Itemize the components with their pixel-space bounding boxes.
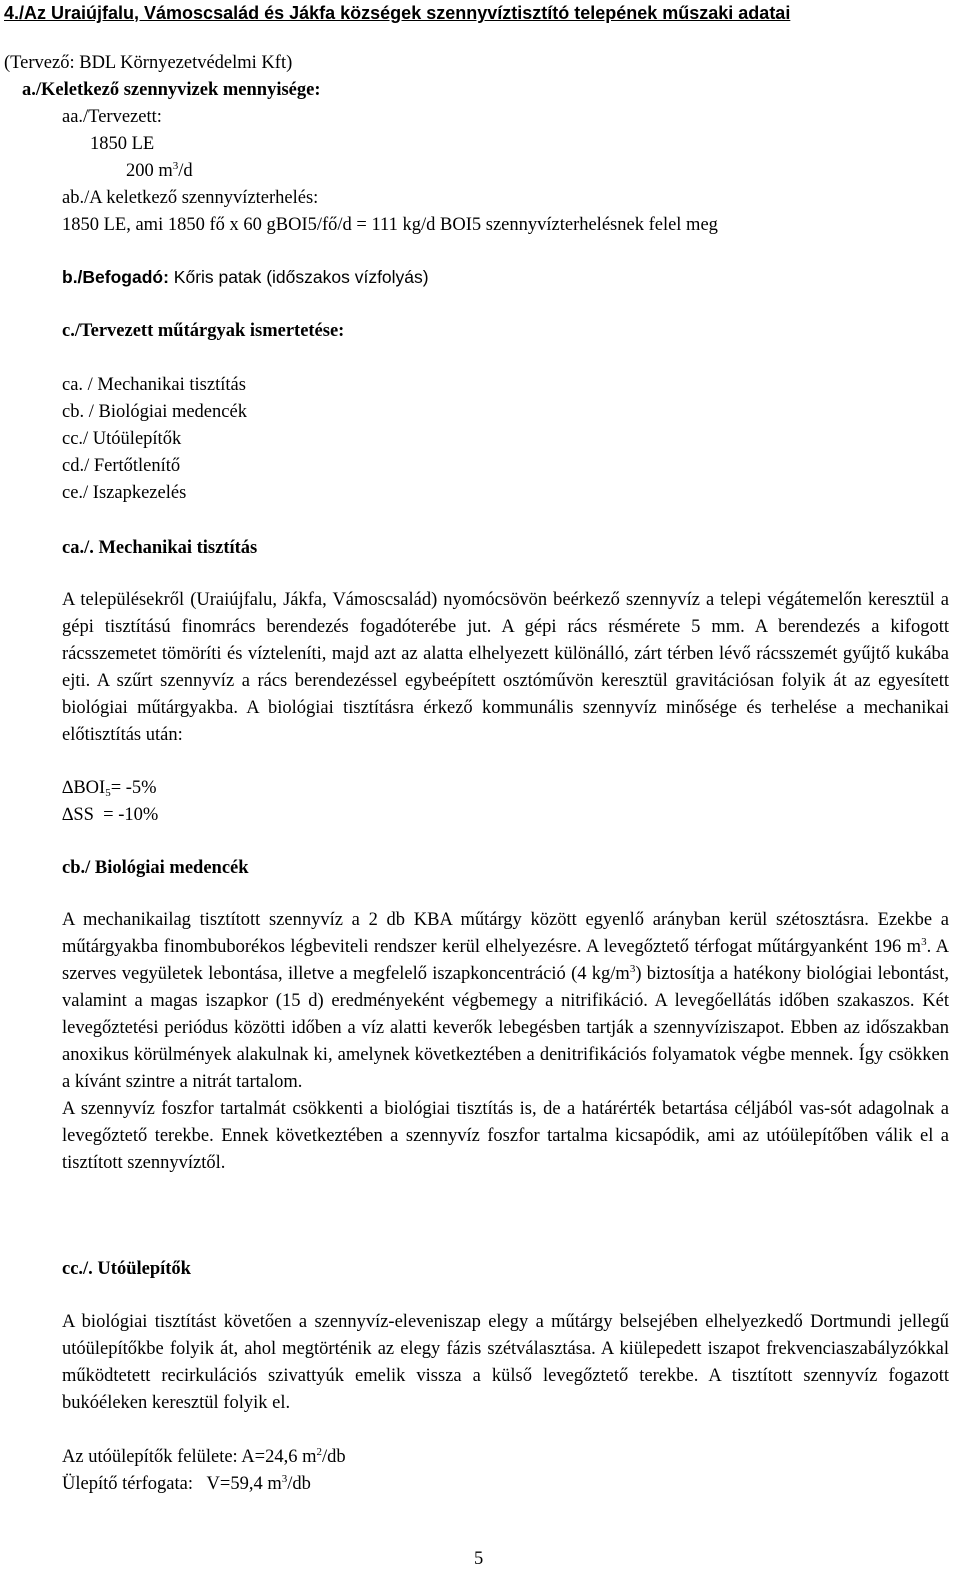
designer-line: (Tervező: BDL Környezetvédelmi Kft)	[4, 53, 293, 73]
ab-label: ab./A keletkező szennyvízterhelés:	[62, 188, 319, 208]
cb-paragraph: A mechanikailag tisztított szennyvíz a 2 db KBA műtárgy között egyenlő arányban kerül szétosztásra. Ezekbe a műtárgyakba finombuborékos légbeviteli rendszer kerül elhelyezésre. A levegőztető térfogat műtárgyanként 196 $m^3$. A szerves vegyületek lebontása, illetve a megfelelő iszapkoncentráció (4 $kg/m^3$) biztosítja a hatékony biológiai lebontást, valamint a magas iszapkor (15 d) eredményeként végbemegy a nitrifikáció. A levegőellátás időben szakaszos. Két levegőztetési periódus közötti időben a víz alatti keverők lebegésben tartják a szennyvíziszapot. Ebben az időszakban anoxikus körülmények alakulnak ki, amelynek következtében a denitrifikációs folyamatok végbe mennek. Így csökken a kívánt szintre a nitrát tartalom. A szennyvíz foszfor tartalmát csökkenti a biológiai tisztítás is, de a határérték betartása céljából vas-sót adagolnak a levegőztető terekbe. Ennek következtében a szennyvíz foszfor tartalma kicsapódik, ami az utóülepítőben válik el a tisztított szennyvíztől.	[62, 910, 949, 1173]
aa-pe: 1850 LE	[90, 134, 155, 154]
cc-paragraph: A biológiai tisztítást követően a szennyvíz-eleveniszap elegy a műtárgy belsejében elhelyezkedő Dortmundi jellegű utóülepítőkbe folyik át, ahol megtörténik az elegy fázis szétválasztása. A kiülepedett iszapot frekvenciaszabályzókkal működtetett recirkulációs szivattyúk emelik vissza a külső levegőztető terekbe. A tisztított szennyvíz fogazott bukóéleken keresztül folyik el.	[62, 1312, 949, 1413]
aa-flow: 200 $m^3/d$	[126, 160, 193, 181]
cc-title: cc./. Utóülepítők	[62, 1259, 191, 1279]
section-c-item: ca. / Mechanikai tisztítás	[62, 375, 246, 395]
section-c-item: cc./ Utóülepítők	[62, 429, 182, 449]
section-b: b./Befogadó: Kőris patak (időszakos vízfolyás)	[62, 267, 429, 287]
section-c-title: c./Tervezett műtárgyak ismertetése:	[62, 321, 345, 341]
ca-title: ca./. Mechanikai tisztítás	[62, 538, 258, 558]
ca-paragraph: A településekről (Uraiújfalu, Jákfa, Vámoscsalád) nyomócsövön beérkező szennyvíz a telepi végátemelőn keresztül a gépi tisztítású finomrács berendezés fogadóterébe jut. A gépi rács résmérete 5 mm. A berendezés a kifogott rácsszemetet tömöríti és vízteleníti, majd azt az alatta elhelyezett különálló, zárt térben lévő rácsszemét gyűjtő kukába ejti. A szűrt szennyvíz a rács berendezéssel egybeépített osztóművön keresztül gravitációsan folyik át az egyesített biológiai műtárgyakba. A biológiai tisztításra érkező kommunális szennyvíz minősége és terhelése a mechanikai előtisztítás után:	[62, 590, 949, 745]
cc-surface-line: Az utóülepítők felülete: A=24,6 $m^2/db$	[62, 1446, 346, 1467]
section-c-item: cd./ Fertőtlenítő	[62, 456, 181, 476]
ca-boi-line: $\Delta BOI_5= -5\%$	[62, 778, 157, 799]
section-c-item: cb. / Biológiai medencék	[62, 402, 247, 422]
document-title: 4./Az Uraiújfalu, Vámoscsalád és Jákfa községek szennyvíztisztító telepének műszaki adatai	[4, 3, 791, 23]
section-a-title: a./Keletkező szennyvizek mennyisége:	[22, 80, 321, 100]
page-number: 5	[474, 1549, 484, 1569]
cc-volume-line: Ülepítő térfogata: V=59,4 $m^3/db$	[62, 1473, 311, 1494]
ca-ss-line: ∆SS = -10%	[62, 805, 159, 825]
aa-label: aa./Tervezett:	[62, 107, 162, 127]
cb-title: cb./ Biológiai medencék	[62, 858, 249, 878]
section-c-item: ce./ Iszapkezelés	[62, 483, 187, 503]
ab-text: 1850 LE, ami 1850 fő x 60 gBOI5/fő/d = 111 kg/d BOI5 szennyvízterhelésnek felel meg	[62, 215, 718, 235]
